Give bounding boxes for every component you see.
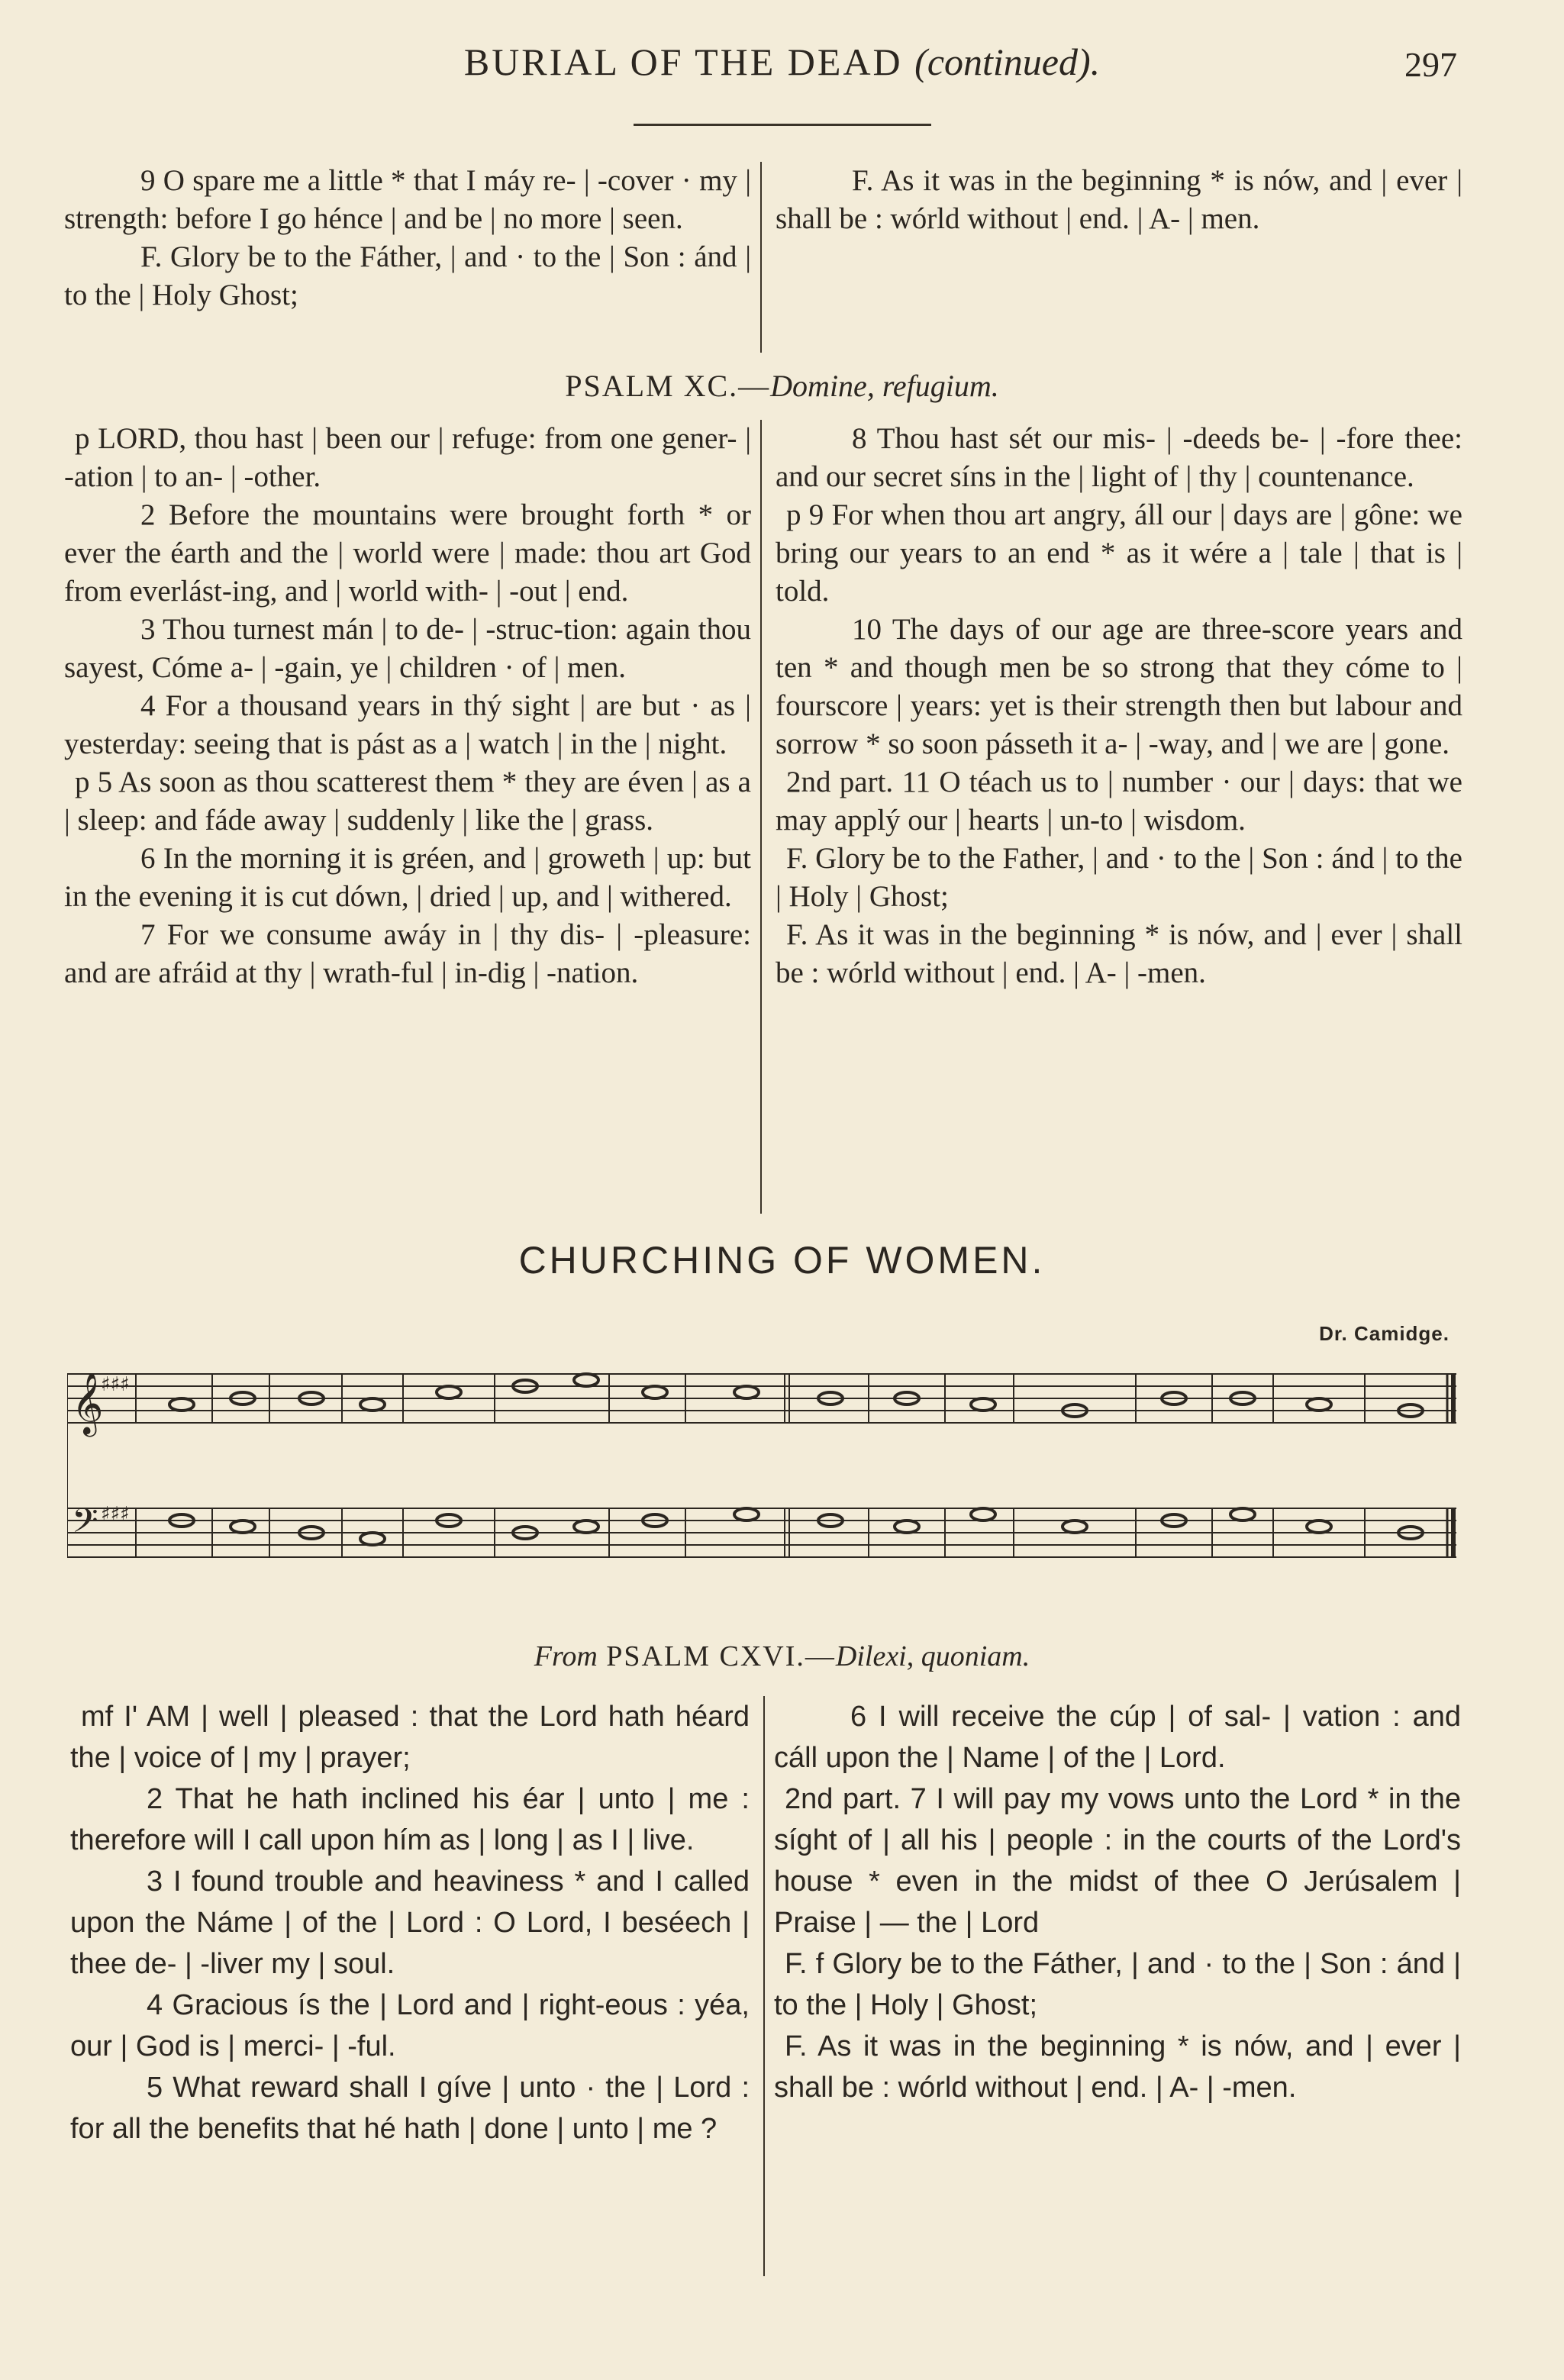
verse: 3 I found trouble and heaviness * and I called upon the Náme | of the | Lord : O Lord, I beséech | thee de- | -liver my | soul. — [70, 1866, 750, 1980]
header-rule — [634, 124, 931, 126]
verse: mf I' AM | well | pleased : that the Lord hath héard the | voice of | my | prayer; — [70, 1701, 750, 1774]
gloria: F. Glory be to the Father, | and · to the | Son : ánd | to the | Holy | Ghost; — [776, 842, 1462, 913]
verse: p 9 For when thou art angry, áll our | days are | gône: we bring our years to an end * as it wére a | tale | that is | told. — [776, 498, 1462, 608]
page-title-continued: (continued). — [914, 40, 1101, 83]
top-right-column — [776, 162, 1462, 238]
psalm-cxvi-left-column — [70, 1696, 750, 2149]
gloria: F. Glory be to the Fáther, | and · to the | Son : ánd | to the | Holy Ghost; — [64, 240, 751, 311]
verse: 2 Before the mountains were brought forth * or ever the éarth and the | world were | made: thou art God from everlást-ing, and | world with- | -out | end. — [64, 498, 751, 608]
psalm-cxvi-right-column — [774, 1696, 1461, 2108]
psalm-cxvi-heading — [0, 1640, 1564, 1673]
psalm-xc-title: PSALM XC.— — [565, 369, 771, 403]
verse: 4 For a thousand years in thý sight | are but · as | yesterday: seeing that is pást as a | watch | in the | night. — [64, 689, 751, 760]
verse: 6 I will receive the cúp | of sal- | vation : and cáll upon the | Name | of the | Lord. — [774, 1701, 1461, 1774]
psalm-xc-heading — [0, 368, 1564, 404]
gloria: F. As it was in the beginning * is nów, and | ever | shall be : wórld without | end. | A- | -men. — [774, 2030, 1461, 2104]
verse: p 5 As soon as thou scatterest them * they are éven | as a | sleep: and fáde away | suddenly | like the | grass. — [64, 766, 751, 837]
page-title — [0, 40, 1564, 84]
page-number: 297 — [1404, 45, 1457, 84]
verse: 2nd part. 11 O téach us to | number · our | days: that we may applý our | hearts | un-to | wisdom. — [776, 766, 1462, 837]
verse: 10 The days of our age are three-score years and ten * and though men be so strong that they cóme to | fourscore | years: yet is their strength then but labour and sorrow * so soon pásseth it a- | -way, and | we are | gone. — [776, 613, 1462, 760]
column-divider — [760, 420, 762, 1214]
verse: 2 That he hath inclined his éar | unto | me : therefore will I call upon hím as | long | as I | live. — [70, 1783, 750, 1856]
psalm-cxvi-latin: Dilexi, quoniam. — [835, 1640, 1030, 1672]
verse: 3 Thou turnest mán | to de- | -struc-tion: again thou sayest, Cóme a- | -gain, ye | children · of | men. — [64, 613, 751, 684]
verse: p LORD, thou hast | been our | refuge: from one gener- | -ation | to an- | -other. — [64, 422, 751, 493]
verse: 7 For we consume awáy in | thy dis- | -pleasure: and are afráid at thy | wrath-ful | in-dig | -nation. — [64, 918, 751, 989]
treble-clef-icon: 𝄞 — [72, 1372, 104, 1434]
psalm-cxvi-from: From — [534, 1640, 598, 1672]
column-divider — [760, 162, 762, 353]
gloria: F. As it was in the beginning * is nów, and | ever | shall be : wórld without | end. | A- | men. — [776, 164, 1462, 235]
psalm-xc-left-column — [64, 420, 751, 992]
churching-heading: CHURCHING OF WOMEN. — [518, 1239, 1046, 1282]
page-title-text: BURIAL OF THE DEAD — [463, 40, 903, 83]
composer-credit: Dr. Camidge. — [1319, 1322, 1450, 1345]
bass-clef-icon: 𝄢 — [72, 1501, 98, 1549]
verse: 6 In the morning it is gréen, and | groweth | up: but in the evening it is cut dówn, | dried | up, and | withered. — [64, 842, 751, 913]
verse: 5 What reward shall I gíve | unto · the | Lord : for all the benefits that hé hath | done | unto | me ? — [70, 2072, 750, 2145]
verse: 8 Thou hast sét our mis- | -deeds be- | -fore thee: and our secret síns in the | light of | thy | countenance. — [776, 422, 1462, 493]
key-signature-bass: ♯♯♯ — [101, 1503, 130, 1526]
gloria: F. As it was in the beginning * is nów, and | ever | shall be : wórld without | end. | A- | -men. — [776, 918, 1462, 989]
key-signature-treble: ♯♯♯ — [101, 1373, 130, 1396]
chant-score — [67, 1359, 1456, 1572]
gloria: F. f Glory be to the Fáther, | and · to the | Son : ánd | to the | Holy | Ghost; — [774, 1948, 1461, 2021]
verse: 9 O spare me a little * that I máy re- | -cover · my | strength: before I go hénce | and be | no more | seen. — [64, 164, 751, 235]
top-left-column — [64, 162, 751, 314]
verse: 2nd part. 7 I will pay my vows unto the Lord * in the síght of | all his | people : in the courts of the Lord's house * even in the midst of thee O Jerúsalem | Praise | — the | Lord — [774, 1783, 1461, 1939]
psalm-cxvi-title: PSALM CXVI.— — [597, 1640, 836, 1672]
psalm-xc-right-column — [776, 420, 1462, 992]
psalm-xc-latin: Domine, refugium. — [770, 369, 999, 403]
column-divider — [763, 1696, 765, 2276]
verse: 4 Gracious ís the | Lord and | right-eous : yéa, our | God is | merci- | -ful. — [70, 1989, 750, 2062]
